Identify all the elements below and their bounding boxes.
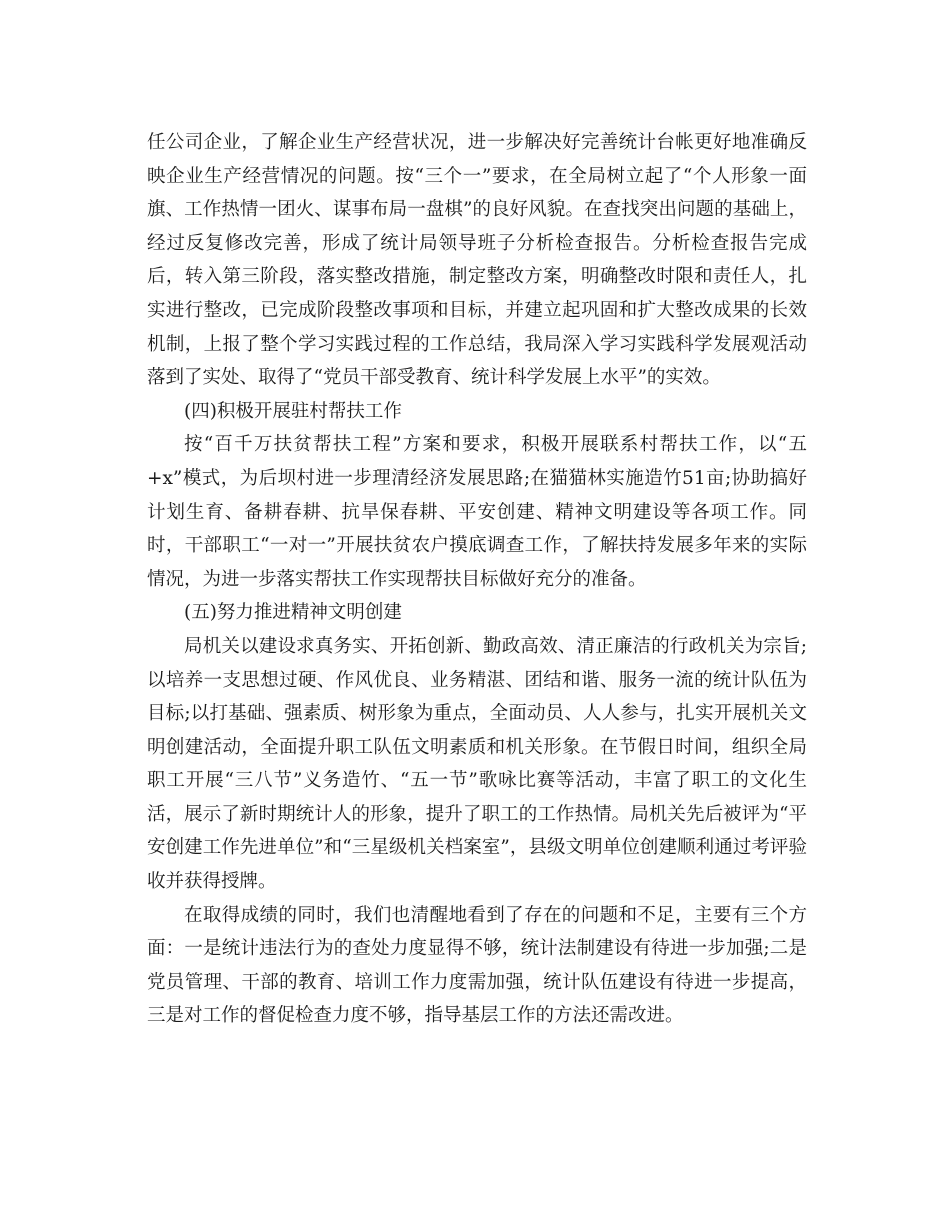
paragraph-problems: 在取得成绩的同时，我们也清醒地看到了存在的问题和不足，主要有三个方面：一是统计违法行为的查处力度显得不够，统计法制建设有待进一步加强;二是党员管理、干部的教育、培训工作力度需加强，统计队伍建设有待进一步提高，三是对工作的督促检查力度不够，指导基层工作的方法还需改进。 [147, 904, 807, 1027]
section-heading-village-aid: (四)积极开展驻村帮扶工作 [184, 400, 402, 422]
paragraph-continued-intro: 任公司企业，了解企业生产经营状况，进一步解决好完善统计台帐更好地准确反映企业生产经营情况的问题。按“三个一”要求，在全局树立起了“个人形象一面旗、工作热情一团火、谋事布局一盘棋”的良好风貌。在查找突出问题的基础上，经过反复修改完善，形成了统计局领导班子分析检查报告。分析检查报告完成后，转入第三阶段，落实整改措施，制定整改方案，明确整改时限和责任人，扎实进行整改，已完成阶段整改事项和目标，并建立起巩固和扩大整改成果的长效机制，上报了整个学习实践过程的工作总结，我局深入学习实践科学发展观活动落到了实处、取得了“党员干部受教育、统计科学发展上水平”的实效。 [147, 132, 807, 389]
section-heading-civilization: (五)努力推进精神文明创建 [184, 602, 402, 624]
paragraph-village-aid: 按“百千万扶贫帮扶工程”方案和要求，积极开展联系村帮扶工作，以“五+x”模式，为后坝村进一步理清经济发展思路;在猫猫林实施造竹51亩;协助搞好计划生育、备耕春耕、抗旱保春耕、平安创建、精神文明建设等各项工作。同时，干部职工“一对一”开展扶贫农户摸底调查工作，了解扶持发展多年来的实际情况，为进一步落实帮扶工作实现帮扶目标做好充分的准备。 [147, 434, 807, 590]
document-body [147, 126, 807, 1033]
paragraph-civilization: 局机关以建设求真务实、开拓创新、勤政高效、清正廉洁的行政机关为宗旨;以培养一支思想过硬、作风优良、业务精湛、团结和谐、服务一流的统计队伍为目标;以打基础、强素质、树形象为重点，全面动员、人人参与，扎实开展机关文明创建活动，全面提升职工队伍文明素质和机关形象。在节假日时间，组织全局职工开展“三八节”义务造竹、“五一节”歌咏比赛等活动，丰富了职工的文化生活，展示了新时期统计人的形象，提升了职工的工作热情。局机关先后被评为“平安创建工作先进单位”和“三星级机关档案室”，县级文明单位创建顺利通过考评验收并获得授牌。 [147, 635, 807, 893]
